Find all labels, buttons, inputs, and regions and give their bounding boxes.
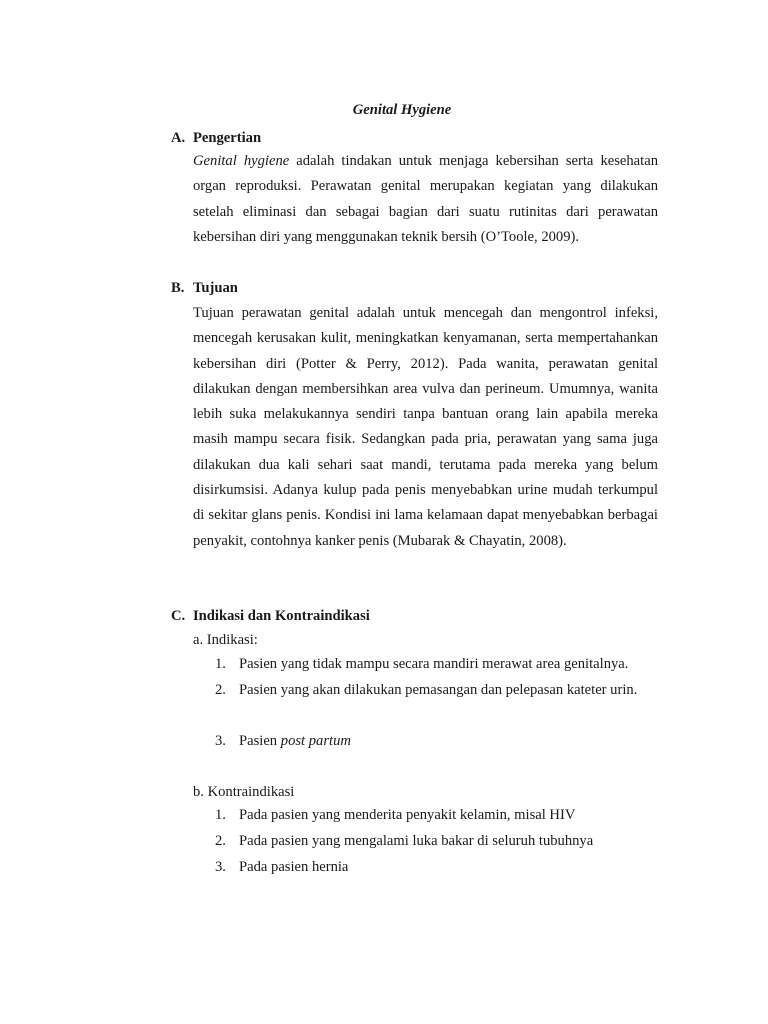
section-a-heading	[171, 128, 261, 148]
section-a-title: Pengertian	[193, 130, 262, 146]
section-b-paragraph: Tujuan perawatan genital adalah untuk mencegah dan mengontrol infeksi, mencegah kerusakan kulit, meningkatkan kenyamanan, serta mempertahankan kebersihan diri (Potter & Perry, 2012). Pada wanita, perawatan genital dilakukan dengan membersihkan area vulva dan perineum. Umumnya, wanita lebih suka melakukannya sendiri tanpa bantuan orang lain apabila mereka masih mampu secara fisik. Sedangkan pada pria, perawatan yang sama juga dilakukan dua kali sehari saat mandi, terutama pada mereka yang belum disirkumsisi. Adanya kulup pada penis menyebabkan urine mudah terkumpul di sekitar glans penis. Kondisi ini lama kelamaan dapat menyebabkan berbagai penyakit, contohnya kanker penis (Mubarak & Chayatin, 2008).	[193, 305, 658, 549]
indikasi-item-number: 1.	[215, 656, 226, 672]
indikasi-item-text-italic: post partum	[280, 733, 351, 749]
indikasi-label: a. Indikasi:	[193, 632, 258, 648]
document-title: Genital Hygiene	[352, 102, 452, 118]
indikasi-item-number: 2.	[215, 682, 226, 698]
kontraindikasi-item-text: Pada pasien hernia	[239, 859, 349, 875]
indikasi-item	[215, 729, 658, 754]
section-b-title: Tujuan	[193, 280, 238, 296]
section-a-paragraph	[193, 149, 658, 250]
section-b-heading	[171, 278, 238, 298]
kontraindikasi-item	[215, 855, 658, 880]
indikasi-item-number: 3.	[215, 733, 226, 749]
indikasi-item-text: Pasien yang tidak mampu secara mandiri merawat area genitalnya.	[239, 656, 629, 672]
term-genital-hygiene: Genital hygiene	[193, 153, 290, 169]
section-a-letter: A.	[171, 130, 186, 146]
kontraindikasi-item	[215, 803, 658, 828]
section-a-body: adalah tindakan untuk menjaga kebersihan serta kesehatan organ reproduksi. Perawatan genital merupakan kegiatan yang dilakukan setelah eliminasi dan sebagai bagian dari suatu rutinitas dari perawatan kebersihan diri yang menggunakan teknik bersih (O’Toole, 2009).	[193, 153, 658, 245]
kontraindikasi-label: b. Kontraindikasi	[193, 784, 295, 800]
indikasi-item-text-plain: Pasien	[239, 733, 281, 749]
section-c-heading	[171, 606, 370, 626]
indikasi-item-text	[239, 729, 658, 754]
section-c-letter: C.	[171, 608, 186, 624]
indikasi-item-text: Pasien yang akan dilakukan pemasangan dan pelepasan kateter urin.	[239, 682, 638, 698]
indikasi-item	[215, 652, 658, 677]
kontraindikasi-item-text: Pada pasien yang mengalami luka bakar di seluruh tubuhnya	[239, 833, 594, 849]
kontraindikasi-item-text: Pada pasien yang menderita penyakit kelamin, misal HIV	[239, 807, 576, 823]
kontraindikasi-item-number: 1.	[215, 807, 226, 823]
indikasi-item	[215, 678, 658, 703]
section-c-title: Indikasi dan Kontraindikasi	[193, 608, 370, 624]
section-b-letter: B.	[171, 280, 185, 296]
kontraindikasi-item-number: 2.	[215, 833, 226, 849]
kontraindikasi-item	[215, 829, 658, 854]
kontraindikasi-item-number: 3.	[215, 859, 226, 875]
